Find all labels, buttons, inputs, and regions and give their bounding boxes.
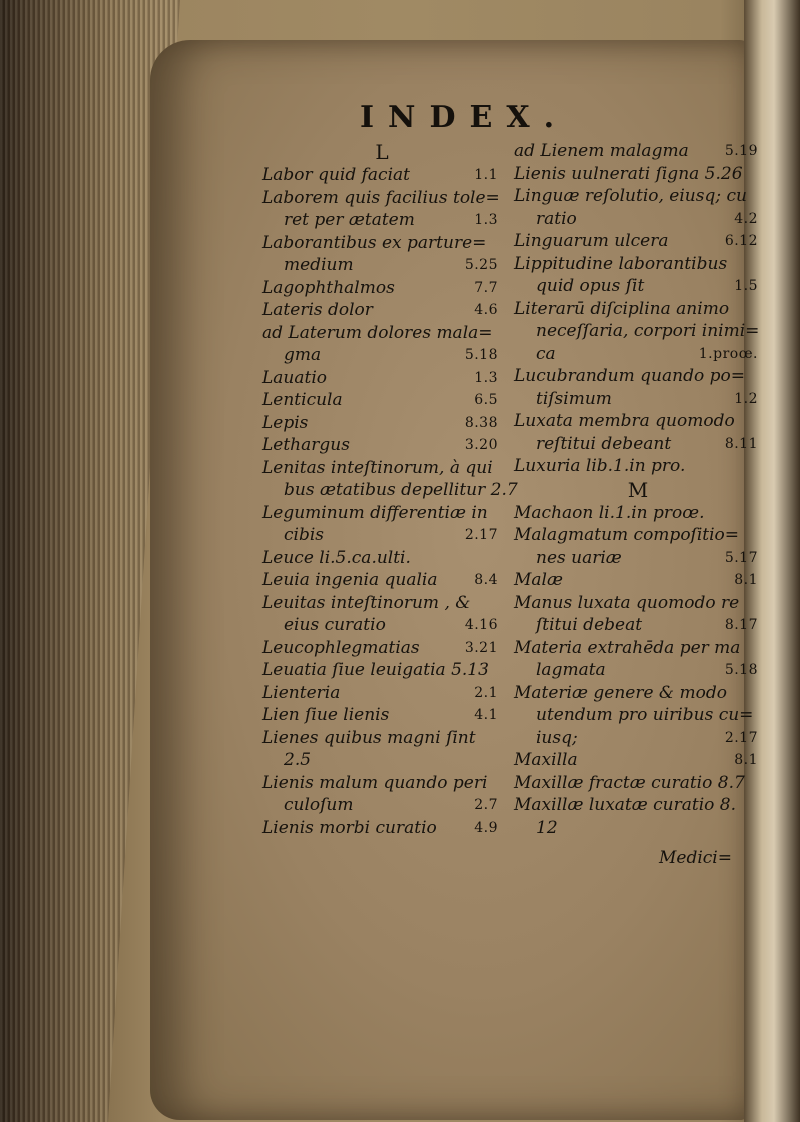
entry-line: Maxilla 8.1: [514, 750, 758, 770]
index-entry: [262, 299, 502, 322]
entry-line: Leuce li.5.ca.ulti.: [262, 547, 411, 568]
entry-line: ret per ætatem 1.3: [284, 210, 498, 230]
page-reference: 8.11: [724, 435, 758, 452]
entry-line: Leguminum differentiæ in: [262, 502, 488, 523]
entry-line: Lethargus 3.20: [262, 435, 498, 455]
entry-line: Lenitas inteſtinorum, à qui: [262, 457, 493, 478]
index-entry: [514, 749, 762, 772]
index-entry: [514, 794, 762, 839]
index-entry: [514, 253, 762, 298]
index-entry: [514, 455, 762, 478]
entry-line: Linguæ reſolutio, eiusq; cu: [514, 186, 747, 206]
entry-line: Lenticula 6.5: [262, 390, 498, 410]
entry-line: eius curatio 4.16: [284, 615, 498, 635]
entry-line: Leuia ingenia qualia 8.4: [262, 570, 498, 590]
index-entry: [514, 140, 762, 163]
entry-line: Maxillæ fractæ curatio 8.7: [514, 772, 745, 793]
index-entry: [262, 187, 502, 232]
entry-line: Lippitudine laborantibus: [514, 253, 728, 274]
page-reference: 1.proœ.: [698, 345, 758, 362]
index-entry: [514, 502, 762, 525]
index-entry: [514, 185, 762, 230]
entry-line: Laborantibus ex parture=: [262, 232, 487, 253]
page-reference: 2.17: [464, 527, 498, 543]
index-entry: [514, 637, 762, 682]
index-entry: [514, 592, 762, 637]
entry-line: iusq; 2.17: [536, 727, 758, 748]
entry-line: 12: [536, 817, 558, 838]
left-column: [262, 140, 518, 839]
index-entry: [514, 524, 762, 569]
entry-line: Lateris dolor 4.6: [262, 300, 498, 320]
page-reference: 8.17: [724, 617, 758, 633]
entry-line: ratio 4.2: [536, 208, 758, 229]
index-entry: [514, 682, 762, 750]
index-entry: [262, 164, 502, 187]
entry-line: Laborem quis facilius tole=: [262, 187, 500, 208]
entry-line: ad Lienem malagma 5.19: [514, 141, 758, 161]
entry-line: Manus luxata quomodo re: [514, 592, 740, 613]
page-header: INDEX.: [360, 100, 569, 135]
entry-line: Lienis uulnerati ſigna 5.26: [514, 163, 743, 184]
page-reference: 4.6: [474, 302, 498, 318]
index-entry: [262, 772, 502, 817]
entry-line: Literarū diſciplina animo: [514, 298, 730, 319]
entry-line: Lagophthalmos 7.7: [262, 277, 498, 298]
page-reference: 5.25: [464, 257, 498, 273]
index-entry: [262, 547, 502, 570]
entry-line: Leuatia ſiue leuigatia 5.13: [262, 660, 489, 680]
index-entry: [262, 569, 502, 592]
entry-line: Materiæ genere & modo: [514, 682, 727, 703]
entry-line: medium 5.25: [284, 255, 498, 275]
page-reference: 8.1: [734, 752, 758, 768]
index-entry: [262, 389, 502, 412]
entry-line: Machaon li.1.in proœ.: [514, 502, 705, 523]
index-entry: [262, 457, 518, 502]
index-entry: [262, 659, 502, 682]
index-entry: [514, 569, 762, 592]
entry-line: 2.5: [284, 750, 312, 770]
right-column: [514, 140, 762, 870]
page-reference: 8.4: [474, 572, 498, 588]
entry-line: ad Laterum dolores mala=: [262, 322, 493, 343]
page-reference: 1.3: [474, 369, 498, 386]
entry-line: Lienes quibus magni ſint: [262, 727, 476, 748]
entry-line: bus ætatibus depellitur 2.7: [284, 480, 518, 500]
entry-line: Lien ſiue lienis 4.1: [262, 705, 498, 725]
page-reference: 4.9: [474, 819, 498, 836]
index-entry: [514, 772, 762, 795]
page-reference: 4.2: [734, 210, 758, 227]
index-entry: [514, 230, 762, 253]
page-reference: 2.1: [474, 684, 498, 701]
page-reference: 5.18: [464, 347, 498, 363]
entry-line: lagmata 5.18: [536, 660, 758, 680]
index-entry: [262, 682, 502, 705]
index-entry: [262, 434, 502, 457]
entry-line: ca 1.proœ.: [536, 343, 758, 364]
page-reference: 1.2: [734, 390, 758, 407]
entry-line: reſtitui debeant 8.11: [536, 433, 758, 454]
entry-line: quid opus ſit 1.5: [536, 276, 758, 296]
page-reference: 8.38: [464, 414, 498, 431]
page-reference: 5.18: [724, 662, 758, 678]
page-reference: 3.20: [464, 437, 498, 453]
entry-line: Luxata membra quomodo: [514, 411, 735, 431]
page-reference: 1.1: [474, 167, 498, 183]
page-reference: 2.17: [724, 729, 758, 746]
entry-line: Lienis malum quando peri: [262, 772, 488, 793]
entry-line: utendum pro uiribus cu=: [536, 705, 754, 725]
page-reference: 1.5: [734, 278, 758, 294]
index-entry: [262, 637, 502, 660]
entry-line: Lienis morbi curatio 4.9: [262, 817, 498, 838]
entry-line: Lauatio 1.3: [262, 367, 498, 388]
entry-line: Maxillæ luxatæ curatio 8.: [514, 795, 737, 815]
catchword: Medici=: [659, 848, 732, 868]
index-entry: [262, 592, 502, 637]
page-reference: 4.1: [474, 707, 498, 723]
section-letter-m: M: [627, 477, 649, 502]
section-letter-l: L: [375, 140, 389, 164]
entry-line: tiſsimum 1.2: [536, 388, 758, 409]
index-entry: [262, 704, 502, 727]
page-reference: 2.7: [474, 797, 498, 813]
page-reference: 7.7: [474, 279, 498, 296]
entry-line: Leuitas inteſtinorum , &: [262, 592, 471, 613]
page-reference: 6.5: [474, 392, 498, 408]
entry-line: Luxuria lib.1.in pro.: [514, 456, 686, 476]
index-entry: [514, 298, 762, 366]
index-entry: [262, 727, 502, 772]
page-reference: 5.17: [724, 549, 758, 566]
index-entry: [514, 410, 762, 455]
index-entry: [262, 367, 502, 390]
index-entry: [262, 322, 502, 367]
index-entry: [514, 163, 762, 186]
index-entry: [262, 232, 502, 277]
entry-line: ſtitui debeat 8.17: [536, 615, 758, 635]
page-reference: 6.12: [724, 233, 758, 249]
page-reference: 8.1: [734, 572, 758, 588]
entry-line: Malagmatum compoſitio=: [514, 525, 740, 545]
entry-line: Leucophlegmatias 3.21: [262, 637, 498, 658]
entry-line: neceſſaria, corpori inimi=: [536, 321, 760, 341]
entry-line: Lienteria 2.1: [262, 682, 498, 703]
entry-line: Linguarum ulcera 6.12: [514, 231, 758, 251]
entry-line: cibis 2.17: [284, 525, 498, 545]
entry-line: Materia extrahēda per ma: [514, 637, 741, 658]
page-reference: 5.19: [724, 143, 758, 159]
entry-line: nes uariæ 5.17: [536, 547, 758, 568]
entry-line: Lucubrandum quando po=: [514, 366, 745, 386]
index-entry: [514, 365, 762, 410]
entry-line: culoſum 2.7: [284, 795, 498, 815]
entry-line: Malæ 8.1: [514, 570, 758, 590]
page-reference: 3.21: [464, 639, 498, 656]
index-entry: [262, 817, 502, 840]
entry-line: gma 5.18: [284, 345, 498, 365]
entry-line: Lepis 8.38: [262, 412, 498, 433]
index-entry: [262, 412, 502, 435]
index-entry: [262, 277, 502, 300]
page-reference: 1.3: [474, 212, 498, 228]
entry-line: Labor quid faciat 1.1: [262, 165, 498, 185]
page-reference: 4.16: [464, 617, 498, 633]
index-entry: [262, 502, 502, 547]
